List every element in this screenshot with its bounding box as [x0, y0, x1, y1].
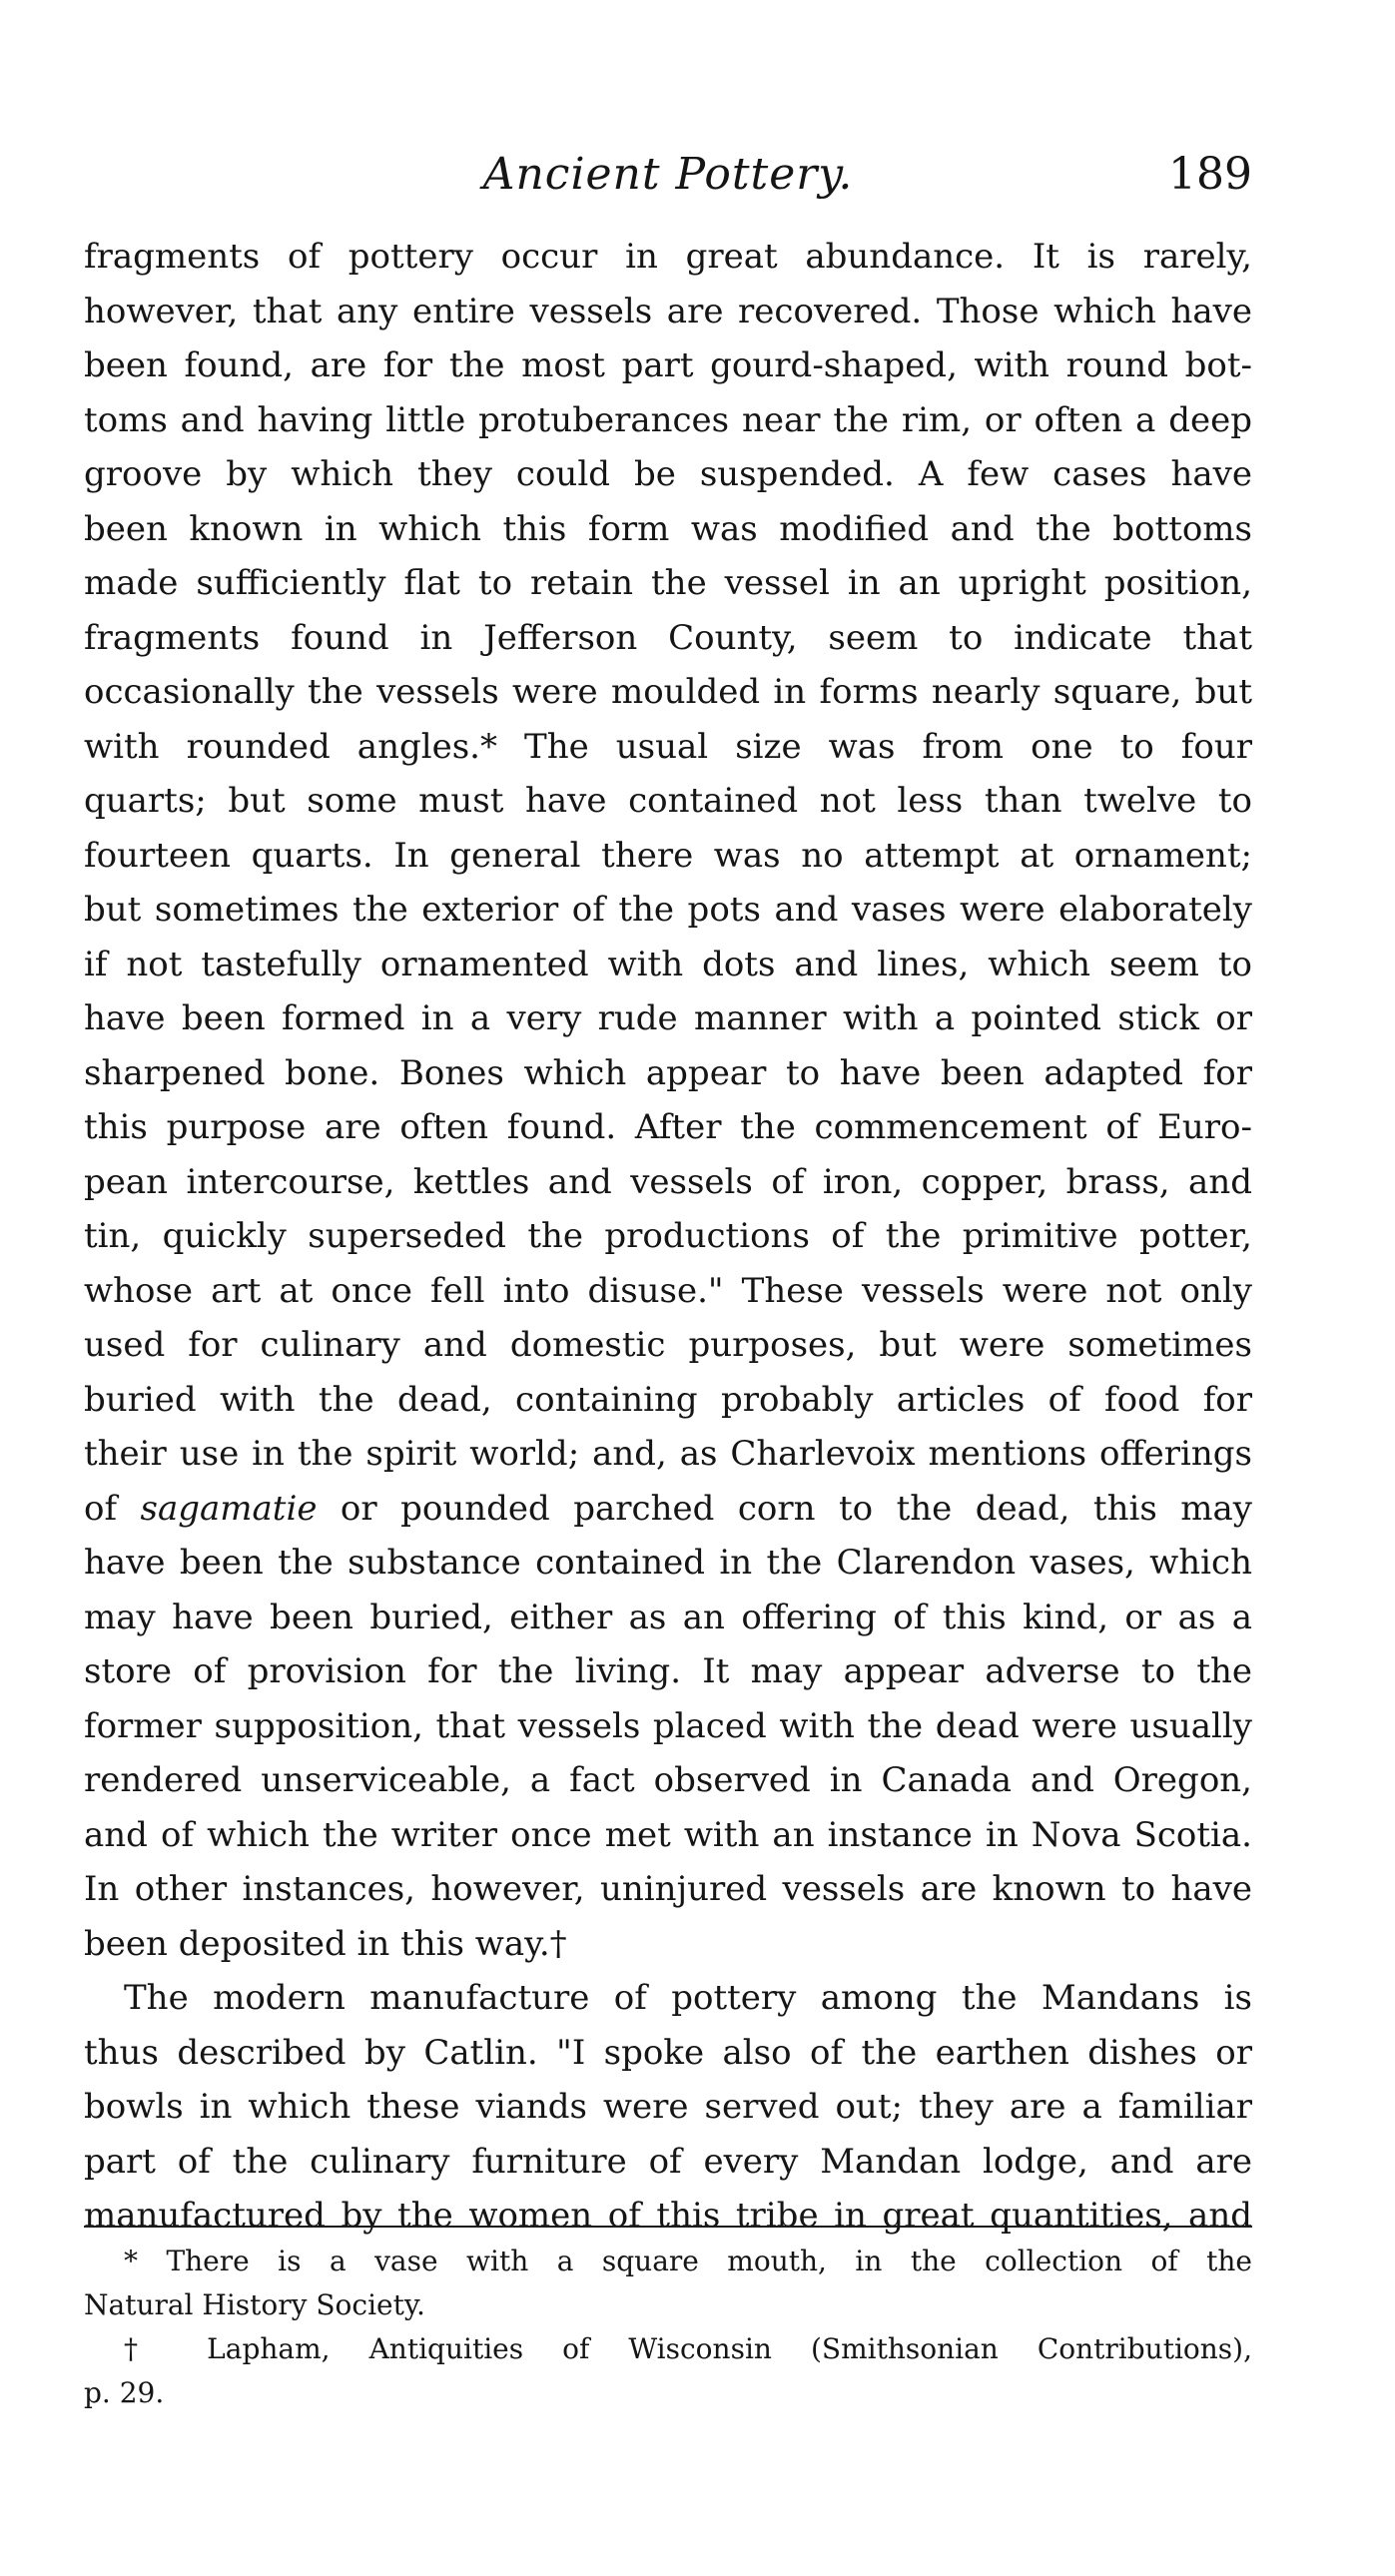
text-line: The modern manufacture of pottery among the Mandans is: [124, 1978, 1252, 2018]
text-line: occasionally the vessels were moulded in forms nearly square, but: [84, 672, 1252, 712]
footnote-line: Natural History Society.: [84, 2288, 425, 2321]
text-line: rendered unserviceable, a fact observed in Canada and Oregon,: [84, 1760, 1252, 1800]
text-line: [84, 1482, 1252, 1537]
footnote-divider: [84, 2226, 1252, 2228]
text-line: have been formed in a very rude manner with a pointed stick or: [84, 998, 1252, 1038]
text-line: thus described by Catlin. "I spoke also of the earthen dishes or: [84, 2032, 1252, 2073]
footnote-line: p. 29.: [84, 2376, 165, 2409]
text-line: if not tastefully ornamented with dots and lines, which seem to: [84, 944, 1252, 984]
text-line: but sometimes the exterior of the pots and vases were elaborately: [84, 890, 1252, 930]
text-line: whose art at once fell into disuse." These vessels were not only: [84, 1270, 1252, 1311]
text-line: toms and having little protuberances near the rim, or often a deep: [84, 399, 1252, 440]
footnote-line: * There is a vase with a square mouth, in the collection of the: [124, 2245, 1252, 2277]
footnotes: [84, 2240, 1252, 2415]
text-line: their use in the spirit world; and, as Charlevoix mentions offerings: [84, 1434, 1252, 1474]
text-line: used for culinary and domestic purposes, but were sometimes: [84, 1325, 1252, 1365]
text-line: groove by which they could be suspended. A few cases have: [84, 454, 1252, 494]
text-line: fragments found in Jefferson County, seem to indicate that: [84, 617, 1252, 658]
text-line: pean intercourse, kettles and vessels of iron, copper, brass, and: [84, 1161, 1252, 1202]
text-line: and of which the writer once met with an instance in Nova Scotia.: [84, 1814, 1252, 1855]
text-line: this purpose are often found. After the commencement of Euro-: [84, 1107, 1252, 1147]
text-line: fragments of pottery occur in great abundance. It is rarely,: [84, 237, 1252, 277]
text-line: tin, quickly superseded the productions of the primitive potter,: [84, 1216, 1252, 1256]
text-line: store of provision for the living. It may appear adverse to the: [84, 1651, 1252, 1691]
text-line: however, that any entire vessels are recovered. Those which have: [84, 291, 1252, 331]
italic-term: sagamatie: [140, 1488, 318, 1529]
text-line: manufactured by the women of this tribe in great quantities, and: [84, 2196, 1252, 2236]
text-line: bowls in which these viands were served out; they are a familiar: [84, 2087, 1252, 2127]
footnote-line: † Lapham, Antiquities of Wisconsin (Smithsonian Contributions),: [124, 2332, 1252, 2365]
text-line: may have been buried, either as an offering of this kind, or as a: [84, 1597, 1252, 1637]
text-segment: of: [84, 1488, 141, 1529]
text-line: part of the culinary furniture of every Mandan lodge, and are: [84, 2141, 1252, 2182]
text-line: quarts; but some must have contained not less than twelve to: [84, 781, 1252, 821]
text-line: former supposition, that vessels placed with the dead were usually: [84, 1705, 1252, 1746]
body-text: [84, 230, 1252, 2244]
text-line: have been the substance contained in the Clarendon vases, which: [84, 1543, 1252, 1583]
text-line: been deposited in this way.†: [84, 1923, 567, 1964]
text-line: been known in which this form was modified and the bottoms: [84, 508, 1252, 549]
text-line: sharpened bone. Bones which appear to have been adapted for: [84, 1052, 1252, 1093]
text-line: fourteen quarts. In general there was no attempt at ornament;: [84, 835, 1252, 876]
text-line: made sufficiently flat to retain the vessel in an upright position,: [84, 563, 1252, 603]
text-line: buried with the dead, containing probably articles of food for: [84, 1379, 1252, 1420]
page-header: [84, 140, 1252, 210]
text-line: In other instances, however, uninjured vessels are known to have: [84, 1869, 1252, 1909]
text-line: with rounded angles.* The usual size was from one to four: [84, 726, 1252, 767]
text-line: been found, are for the most part gourd-shaped, with round bot-: [84, 345, 1252, 385]
text-segment: or pounded parched corn to the dead, this may: [317, 1488, 1252, 1529]
running-title: Ancient Pottery.: [482, 149, 854, 200]
page-number: 189: [1168, 149, 1252, 200]
